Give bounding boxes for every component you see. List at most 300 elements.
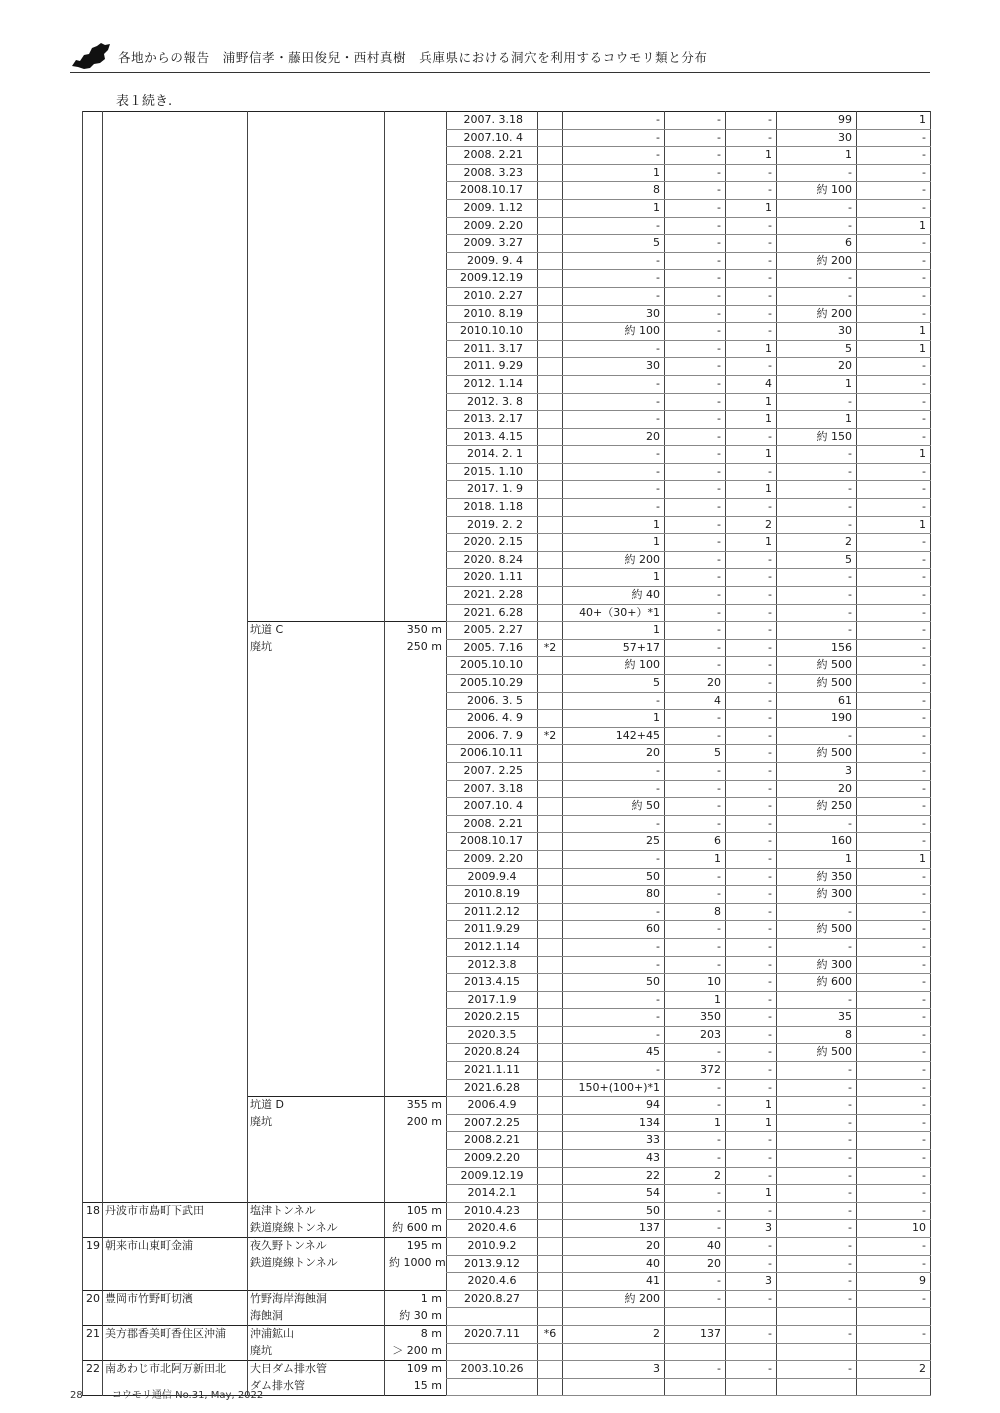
species-count-cell: 約 50 [563, 798, 665, 816]
note-cell [538, 1044, 563, 1062]
species-count-cell: 約 500 [777, 657, 857, 675]
journal-citation: コウモリ通信 No.31, May, 2022 [111, 1390, 264, 1401]
species-count-cell: 60 [563, 921, 665, 939]
site-number-cell [83, 639, 103, 657]
species-count-cell: - [857, 411, 931, 429]
survey-date-cell: 2013. 4.15 [447, 428, 538, 446]
length-cell [385, 516, 447, 534]
table-row [83, 305, 931, 323]
note-cell [538, 129, 563, 147]
length-cell [385, 587, 447, 605]
survey-date-cell: 2017.1.9 [447, 991, 538, 1009]
species-count-cell: - [777, 903, 857, 921]
locality-cell [103, 358, 248, 376]
species-count-cell: 8 [563, 182, 665, 200]
species-count-cell: - [857, 815, 931, 833]
species-count-cell: - [777, 1062, 857, 1080]
species-count-cell: - [777, 1238, 857, 1256]
species-count-cell: 1 [726, 393, 777, 411]
survey-date-cell: 2010.4.23 [447, 1202, 538, 1220]
locality-cell [103, 798, 248, 816]
species-count-cell: - [665, 551, 726, 569]
note-cell [538, 833, 563, 851]
page-footer [70, 1386, 263, 1401]
table-row [83, 903, 931, 921]
species-count-cell: 137 [665, 1325, 726, 1343]
table-row [83, 886, 931, 904]
note-cell: *6 [538, 1325, 563, 1343]
locality-cell [103, 762, 248, 780]
site-name-cell: 鉄道廃線トンネル [248, 1220, 385, 1238]
site-name-cell [248, 112, 385, 130]
locality-cell [103, 991, 248, 1009]
note-cell [538, 1361, 563, 1379]
table-row [83, 850, 931, 868]
species-count-cell: 約 350 [777, 868, 857, 886]
table-row [83, 1114, 931, 1132]
table-row [83, 217, 931, 235]
site-name-cell [248, 815, 385, 833]
species-count-cell [857, 1378, 931, 1396]
length-cell [385, 833, 447, 851]
site-number-cell [83, 1026, 103, 1044]
survey-date-cell: 2020.8.27 [447, 1290, 538, 1308]
species-count-cell: 約 150 [777, 428, 857, 446]
species-count-cell: - [857, 921, 931, 939]
note-cell [538, 886, 563, 904]
site-name-cell [248, 991, 385, 1009]
species-count-cell: - [857, 710, 931, 728]
length-cell: 250 m [385, 639, 447, 657]
species-count-cell: - [857, 622, 931, 640]
site-name-cell [248, 305, 385, 323]
site-number-cell [83, 1308, 103, 1326]
note-cell [538, 1290, 563, 1308]
length-cell [385, 147, 447, 165]
table-row [83, 798, 931, 816]
length-cell [385, 428, 447, 446]
table-row [83, 710, 931, 728]
table-row [83, 428, 931, 446]
site-name-cell: 鉄道廃線トンネル [248, 1255, 385, 1273]
species-count-cell: - [777, 991, 857, 1009]
species-count-cell: 1 [563, 710, 665, 728]
species-count-cell: - [857, 639, 931, 657]
length-cell [385, 815, 447, 833]
site-number-cell [83, 534, 103, 552]
note-cell [538, 551, 563, 569]
site-name-cell [248, 481, 385, 499]
locality-cell: 豊岡市竹野町切濱 [103, 1290, 248, 1308]
species-count-cell: 約 40 [563, 587, 665, 605]
site-number-cell [83, 815, 103, 833]
species-count-cell: - [563, 991, 665, 1009]
site-number-cell [83, 692, 103, 710]
species-count-cell: - [665, 1132, 726, 1150]
species-count-cell: 約 500 [777, 1044, 857, 1062]
table-row [83, 499, 931, 517]
species-count-cell: - [857, 428, 931, 446]
species-count-cell: - [726, 1150, 777, 1168]
species-count-cell: - [563, 446, 665, 464]
note-cell [538, 1062, 563, 1080]
survey-date-cell: 2009. 1.12 [447, 199, 538, 217]
species-count-cell: - [857, 1114, 931, 1132]
site-name-cell [248, 182, 385, 200]
table-row [83, 235, 931, 253]
length-cell: ＞ 200 m [385, 1343, 447, 1361]
note-cell [538, 112, 563, 130]
species-count-cell: 約 600 [777, 974, 857, 992]
species-count-cell: 5 [563, 675, 665, 693]
locality-cell [103, 481, 248, 499]
site-number-cell: 22 [83, 1361, 103, 1379]
note-cell [538, 199, 563, 217]
site-name-cell [248, 1167, 385, 1185]
site-name-cell [248, 1273, 385, 1291]
table-row [83, 1308, 931, 1326]
site-name-cell [248, 199, 385, 217]
species-count-cell: 40+（30+）*1 [563, 604, 665, 622]
table-row [83, 534, 931, 552]
survey-date-cell: 2020. 8.24 [447, 551, 538, 569]
length-cell [385, 780, 447, 798]
note-cell: *2 [538, 639, 563, 657]
table-row [83, 938, 931, 956]
site-number-cell [83, 217, 103, 235]
site-name-cell [248, 886, 385, 904]
locality-cell [103, 411, 248, 429]
species-count-cell: 1 [665, 991, 726, 1009]
species-count-cell [777, 1343, 857, 1361]
species-count-cell: - [777, 1220, 857, 1238]
note-cell [538, 868, 563, 886]
site-name-cell: 廃坑 [248, 1114, 385, 1132]
survey-date-cell: 2012. 3. 8 [447, 393, 538, 411]
site-number-cell [83, 411, 103, 429]
species-count-cell: 10 [857, 1220, 931, 1238]
species-count-cell: - [726, 833, 777, 851]
species-count-cell: - [665, 499, 726, 517]
survey-date-cell: 2020.4.6 [447, 1220, 538, 1238]
species-count-cell: - [665, 569, 726, 587]
table-row [83, 358, 931, 376]
site-number-cell [83, 886, 103, 904]
species-count-cell: - [857, 375, 931, 393]
species-count-cell: 約 200 [777, 305, 857, 323]
species-count-cell: - [857, 587, 931, 605]
species-count-cell: - [777, 463, 857, 481]
species-count-cell: - [857, 780, 931, 798]
species-count-cell: - [857, 129, 931, 147]
site-number-cell [83, 1079, 103, 1097]
species-count-cell: - [777, 516, 857, 534]
species-count-cell: - [857, 499, 931, 517]
species-count-cell [777, 1308, 857, 1326]
species-count-cell: - [726, 305, 777, 323]
species-count-cell: - [563, 217, 665, 235]
site-number-cell [83, 938, 103, 956]
species-count-cell: 1 [726, 411, 777, 429]
species-count-cell: - [857, 604, 931, 622]
species-count-cell [726, 1308, 777, 1326]
site-name-cell [248, 428, 385, 446]
site-number-cell [83, 252, 103, 270]
species-count-cell: - [665, 375, 726, 393]
length-cell [385, 1026, 447, 1044]
species-count-cell: - [857, 235, 931, 253]
species-count-cell: - [726, 815, 777, 833]
length-cell [385, 287, 447, 305]
length-cell [385, 199, 447, 217]
species-count-cell: - [726, 217, 777, 235]
species-count-cell: - [857, 798, 931, 816]
species-count-cell: - [857, 1044, 931, 1062]
site-name-cell: 廃坑 [248, 639, 385, 657]
note-cell [538, 1150, 563, 1168]
survey-date-cell: 2005. 2.27 [447, 622, 538, 640]
species-count-cell: - [726, 692, 777, 710]
species-count-cell: 30 [563, 305, 665, 323]
site-number-cell [83, 991, 103, 1009]
survey-date-cell: 2021. 6.28 [447, 604, 538, 622]
species-count-cell: - [857, 974, 931, 992]
species-count-cell: - [563, 762, 665, 780]
note-cell [538, 235, 563, 253]
species-count-cell: - [777, 1325, 857, 1343]
length-cell [385, 762, 447, 780]
species-count-cell [563, 1343, 665, 1361]
survey-date-cell: 2008. 2.21 [447, 147, 538, 165]
survey-date-cell: 2010. 2.27 [447, 287, 538, 305]
species-count-cell: 80 [563, 886, 665, 904]
species-count-cell: 40 [665, 1238, 726, 1256]
survey-date-cell: 2009.2.20 [447, 1150, 538, 1168]
table-row [83, 745, 931, 763]
note-cell [538, 587, 563, 605]
locality-cell: 朝来市山東町金浦 [103, 1238, 248, 1256]
site-name-cell [248, 675, 385, 693]
species-count-cell: 5 [777, 551, 857, 569]
species-count-cell: - [726, 129, 777, 147]
note-cell [538, 1026, 563, 1044]
length-cell [385, 1009, 447, 1027]
table-row [83, 974, 931, 992]
site-name-cell [248, 411, 385, 429]
species-count-cell: 約 500 [777, 675, 857, 693]
species-count-cell: - [726, 886, 777, 904]
table-row [83, 921, 931, 939]
species-count-cell: 99 [777, 112, 857, 130]
species-count-cell: 94 [563, 1097, 665, 1115]
table-row [83, 833, 931, 851]
table-row [83, 991, 931, 1009]
species-count-cell: 3 [726, 1220, 777, 1238]
length-cell: 15 m [385, 1378, 447, 1396]
note-cell [538, 340, 563, 358]
species-count-cell: 1 [726, 1185, 777, 1203]
species-count-cell: - [777, 393, 857, 411]
species-count-cell: - [665, 639, 726, 657]
length-cell [385, 499, 447, 517]
note-cell: *2 [538, 727, 563, 745]
site-number-cell [83, 499, 103, 517]
species-count-cell: - [857, 727, 931, 745]
table-row [83, 270, 931, 288]
note-cell [538, 305, 563, 323]
species-count-cell: 20 [777, 358, 857, 376]
survey-date-cell: 2013.9.12 [447, 1255, 538, 1273]
site-name-cell [248, 516, 385, 534]
table-row [83, 868, 931, 886]
species-count-cell: - [777, 1167, 857, 1185]
note-cell [538, 1185, 563, 1203]
length-cell [385, 217, 447, 235]
species-count-cell: - [857, 868, 931, 886]
length-cell [385, 551, 447, 569]
site-number-cell [83, 287, 103, 305]
note-cell [538, 252, 563, 270]
species-count-cell: - [665, 956, 726, 974]
site-number-cell [83, 710, 103, 728]
species-count-cell: 約 500 [777, 921, 857, 939]
species-count-cell: - [563, 903, 665, 921]
table-row [83, 1097, 931, 1115]
species-count-cell: 50 [563, 1202, 665, 1220]
locality-cell [103, 675, 248, 693]
site-number-cell [83, 850, 103, 868]
species-count-cell: - [665, 481, 726, 499]
note-cell [538, 675, 563, 693]
locality-cell [103, 499, 248, 517]
site-name-cell: 竹野海岸海蝕洞 [248, 1290, 385, 1308]
locality-cell [103, 1009, 248, 1027]
site-number-cell [83, 129, 103, 147]
site-name-cell [248, 1132, 385, 1150]
species-count-cell: - [726, 798, 777, 816]
site-name-cell [248, 1185, 385, 1203]
length-cell [385, 463, 447, 481]
species-count-cell: - [665, 727, 726, 745]
species-count-cell: 22 [563, 1167, 665, 1185]
species-count-cell [665, 1308, 726, 1326]
species-count-cell: - [777, 164, 857, 182]
note-cell [538, 147, 563, 165]
locality-cell [103, 1079, 248, 1097]
site-name-cell [248, 938, 385, 956]
table-row [83, 692, 931, 710]
length-cell [385, 921, 447, 939]
locality-cell [103, 516, 248, 534]
length-cell [385, 1185, 447, 1203]
note-cell [538, 569, 563, 587]
site-name-cell [248, 270, 385, 288]
site-name-cell [248, 868, 385, 886]
locality-cell [103, 164, 248, 182]
survey-date-cell: 2007. 2.25 [447, 762, 538, 780]
note-cell [538, 534, 563, 552]
locality-cell [103, 551, 248, 569]
site-number-cell [83, 604, 103, 622]
species-count-cell: - [665, 182, 726, 200]
site-name-cell [248, 587, 385, 605]
locality-cell [103, 1114, 248, 1132]
species-count-cell: - [665, 938, 726, 956]
site-name-cell [248, 534, 385, 552]
survey-date-cell: 2013.4.15 [447, 974, 538, 992]
species-count-cell: 2 [726, 516, 777, 534]
site-name-cell [248, 340, 385, 358]
species-count-cell: 2 [857, 1361, 931, 1379]
length-cell [385, 1167, 447, 1185]
site-number-cell [83, 340, 103, 358]
site-name-cell [248, 956, 385, 974]
table-row [83, 1150, 931, 1168]
survey-date-cell: 2018. 1.18 [447, 499, 538, 517]
species-count-cell: 372 [665, 1062, 726, 1080]
site-name-cell [248, 710, 385, 728]
page-number: 28 [70, 1390, 83, 1401]
length-cell: 200 m [385, 1114, 447, 1132]
species-count-cell: 1 [857, 323, 931, 341]
species-count-cell: - [726, 252, 777, 270]
species-count-cell: 54 [563, 1185, 665, 1203]
site-name-cell [248, 798, 385, 816]
species-count-cell: - [665, 1097, 726, 1115]
length-cell [385, 604, 447, 622]
locality-cell [103, 1044, 248, 1062]
species-count-cell: - [857, 991, 931, 1009]
site-name-cell: 海蝕洞 [248, 1308, 385, 1326]
species-count-cell: - [726, 938, 777, 956]
species-count-cell: - [563, 112, 665, 130]
length-cell [385, 798, 447, 816]
species-count-cell: 5 [777, 340, 857, 358]
site-name-cell [248, 235, 385, 253]
species-count-cell: - [665, 323, 726, 341]
note-cell [538, 1220, 563, 1238]
site-name-cell [248, 164, 385, 182]
bat-survey-table [82, 111, 931, 1396]
site-number-cell [83, 358, 103, 376]
site-number-cell [83, 762, 103, 780]
note-cell [538, 815, 563, 833]
species-count-cell: - [777, 938, 857, 956]
species-count-cell: 20 [777, 780, 857, 798]
species-count-cell: - [726, 657, 777, 675]
survey-date-cell: 2005.10.10 [447, 657, 538, 675]
survey-date-cell: 2006. 4. 9 [447, 710, 538, 728]
species-count-cell: - [857, 903, 931, 921]
species-count-cell: 1 [563, 569, 665, 587]
table-row [83, 375, 931, 393]
species-count-cell: - [563, 938, 665, 956]
site-number-cell [83, 428, 103, 446]
survey-date-cell: 2009. 2.20 [447, 850, 538, 868]
length-cell [385, 868, 447, 886]
species-count-cell: - [726, 991, 777, 1009]
locality-cell [103, 956, 248, 974]
site-number-cell [83, 305, 103, 323]
survey-date-cell: 2020.4.6 [447, 1273, 538, 1291]
site-number-cell [83, 569, 103, 587]
table-row [83, 287, 931, 305]
length-cell: 105 m [385, 1202, 447, 1220]
length-cell [385, 270, 447, 288]
table-row [83, 727, 931, 745]
survey-date-cell: 2011. 9.29 [447, 358, 538, 376]
species-count-cell: - [563, 956, 665, 974]
